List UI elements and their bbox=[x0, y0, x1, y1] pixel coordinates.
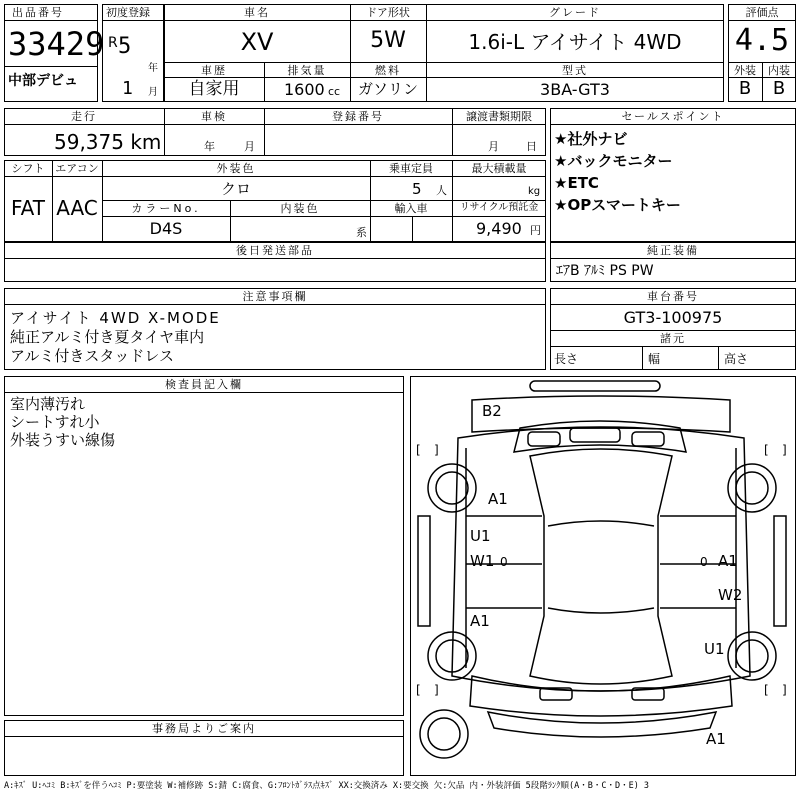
month-unit: 月 bbox=[148, 87, 158, 98]
lot-number-label: 出品番号 bbox=[12, 6, 64, 19]
transfer-month-unit: 月 bbox=[488, 140, 499, 153]
sales-point-item: ★バックモニター bbox=[554, 152, 673, 170]
year-unit: 年 bbox=[148, 63, 158, 74]
history-label: 車歴 bbox=[201, 64, 227, 77]
svg-text:]: ] bbox=[782, 683, 787, 697]
legend: A:ｷｽﾞ U:ﾍｺﾐ B:ｷｽﾞを伴うﾍｺﾐ P:要塗装 W:補修跡 S:錆 C:腐食、G:ﾌﾛﾝﾄｶﾞﾗｽ点ｷｽﾞ XX:交換済み X:要交換 欠:欠品 内・外装評価 5段階ﾗﾝｸ順(A・B・C・D・E) 3 bbox=[4, 781, 650, 791]
office-label: 事務局よりご案内 bbox=[152, 722, 256, 735]
ext-color: クロ bbox=[220, 180, 251, 198]
max-load-label: 最大積載量 bbox=[471, 162, 527, 175]
svg-text:[: [ bbox=[764, 683, 769, 697]
model-code: 3BA-GT3 bbox=[540, 80, 610, 99]
zero-mark: 0 bbox=[500, 555, 508, 569]
grade: 1.6i-L アイサイト 4WD bbox=[468, 30, 682, 54]
capacity: 5 bbox=[412, 180, 422, 198]
note-line: アイサイト 4WD X-MODE bbox=[10, 309, 221, 327]
exterior-grade: B bbox=[738, 78, 752, 99]
car-diagram bbox=[410, 376, 796, 776]
damage-mark: A1 bbox=[706, 730, 726, 748]
history: 自家用 bbox=[188, 79, 240, 99]
displacement-unit: cc bbox=[328, 85, 341, 98]
model-code-label: 型式 bbox=[562, 64, 588, 77]
shift-label: シフト bbox=[11, 162, 45, 175]
damage-mark: A1 bbox=[470, 612, 490, 630]
interior-grade: B bbox=[772, 78, 786, 99]
damage-mark: W1 bbox=[470, 552, 495, 570]
first-registration-label: 初度登録 bbox=[106, 6, 150, 19]
sales-point-item: ★OPスマートキー bbox=[554, 196, 681, 214]
inspection-label: 車検 bbox=[201, 110, 227, 123]
door-label: ドア形状 bbox=[366, 6, 410, 19]
svg-text:[: [ bbox=[416, 443, 421, 457]
era-letter: R bbox=[108, 35, 118, 51]
ac: AAC bbox=[56, 196, 98, 220]
color-no: D4S bbox=[149, 219, 183, 238]
inspection-year-unit: 年 bbox=[204, 140, 215, 153]
svg-text:[: [ bbox=[416, 683, 421, 697]
chassis-number: GT3-100975 bbox=[623, 308, 723, 327]
sales-point-item: ★社外ナビ bbox=[554, 130, 628, 148]
recycle-fee: 9,490 bbox=[476, 219, 522, 238]
score: 4.5 bbox=[734, 23, 790, 58]
mileage-label: 走行 bbox=[71, 110, 97, 123]
color-no-label: カラーNo. bbox=[131, 202, 201, 215]
int-color-suffix: 系 bbox=[356, 226, 367, 239]
dims-label: 諸元 bbox=[660, 332, 686, 345]
length-label: 長さ bbox=[554, 352, 579, 366]
inspector-line: 外装うすい線傷 bbox=[10, 431, 116, 449]
zero-mark: 0 bbox=[700, 555, 708, 569]
lot-number: 33429 bbox=[8, 25, 105, 63]
car-name: XV bbox=[240, 28, 274, 56]
reg-year: 5 bbox=[118, 34, 132, 59]
recycle-unit: 円 bbox=[530, 224, 541, 237]
mileage: 59,375 km bbox=[54, 130, 162, 154]
import-label: 輸入車 bbox=[394, 202, 428, 215]
note-line: 純正アルミ付き夏タイヤ車内 bbox=[10, 328, 205, 346]
displacement: 1600 bbox=[284, 80, 325, 99]
transfer-label: 譲渡書類期限 bbox=[466, 110, 532, 123]
ac-label: エアコン bbox=[55, 162, 99, 175]
inspector-line: 室内薄汚れ bbox=[10, 395, 86, 413]
capacity-label: 乗車定員 bbox=[389, 162, 433, 175]
note-line: アルミ付きスタッドレス bbox=[10, 347, 174, 365]
capacity-unit: 人 bbox=[436, 184, 447, 197]
damage-mark: A1 bbox=[488, 490, 508, 508]
svg-text:]: ] bbox=[782, 443, 787, 457]
inspector-label: 検査員記入欄 bbox=[165, 378, 243, 391]
width-label: 幅 bbox=[648, 352, 661, 366]
sales-points-label: セールスポイント bbox=[621, 110, 725, 123]
fuel: ガソリン bbox=[357, 80, 418, 98]
svg-text:[: [ bbox=[764, 443, 769, 457]
damage-mark: W2 bbox=[718, 586, 743, 604]
chassis-label: 車台番号 bbox=[647, 290, 699, 303]
door-type: 5W bbox=[370, 28, 406, 53]
max-load-unit: kg bbox=[528, 186, 541, 197]
damage-mark: U1 bbox=[470, 527, 491, 545]
svg-text:]: ] bbox=[434, 683, 439, 697]
svg-text:]: ] bbox=[434, 443, 439, 457]
equipment-label: 純正装備 bbox=[647, 244, 699, 257]
reg-no-label: 登録番号 bbox=[332, 110, 384, 123]
damage-mark: B2 bbox=[482, 402, 502, 420]
notes-label: 注意事項欄 bbox=[242, 290, 308, 303]
displacement-label: 排気量 bbox=[287, 64, 327, 77]
recycle-label: リサイクル預託金 bbox=[459, 202, 539, 213]
inspection-month-unit: 月 bbox=[244, 140, 255, 153]
car-name-label: 車名 bbox=[244, 6, 270, 19]
debut-label: 中部デビュ bbox=[8, 73, 78, 89]
int-color-label: 内装色 bbox=[280, 202, 320, 215]
damage-mark: A1 bbox=[718, 552, 738, 570]
grade-label: グレード bbox=[549, 6, 601, 19]
later-parts-label: 後日発送部品 bbox=[236, 244, 314, 257]
shift: FAT bbox=[10, 196, 45, 220]
fuel-label: 燃料 bbox=[375, 64, 401, 77]
damage-mark: U1 bbox=[704, 640, 725, 658]
exterior-label: 外装 bbox=[734, 64, 756, 77]
height-label: 高さ bbox=[724, 352, 749, 366]
equipment-value: ｴｱB ｱﾙﾐ PS PW bbox=[556, 263, 654, 279]
inspector-line: シートすれ小 bbox=[10, 413, 100, 431]
score-label: 評価点 bbox=[745, 6, 779, 19]
sales-point-item: ★ETC bbox=[554, 174, 599, 192]
transfer-day-unit: 日 bbox=[526, 140, 537, 153]
reg-month: 1 bbox=[122, 78, 133, 99]
ext-color-label: 外装色 bbox=[216, 162, 256, 175]
interior-label: 内装 bbox=[768, 64, 790, 77]
